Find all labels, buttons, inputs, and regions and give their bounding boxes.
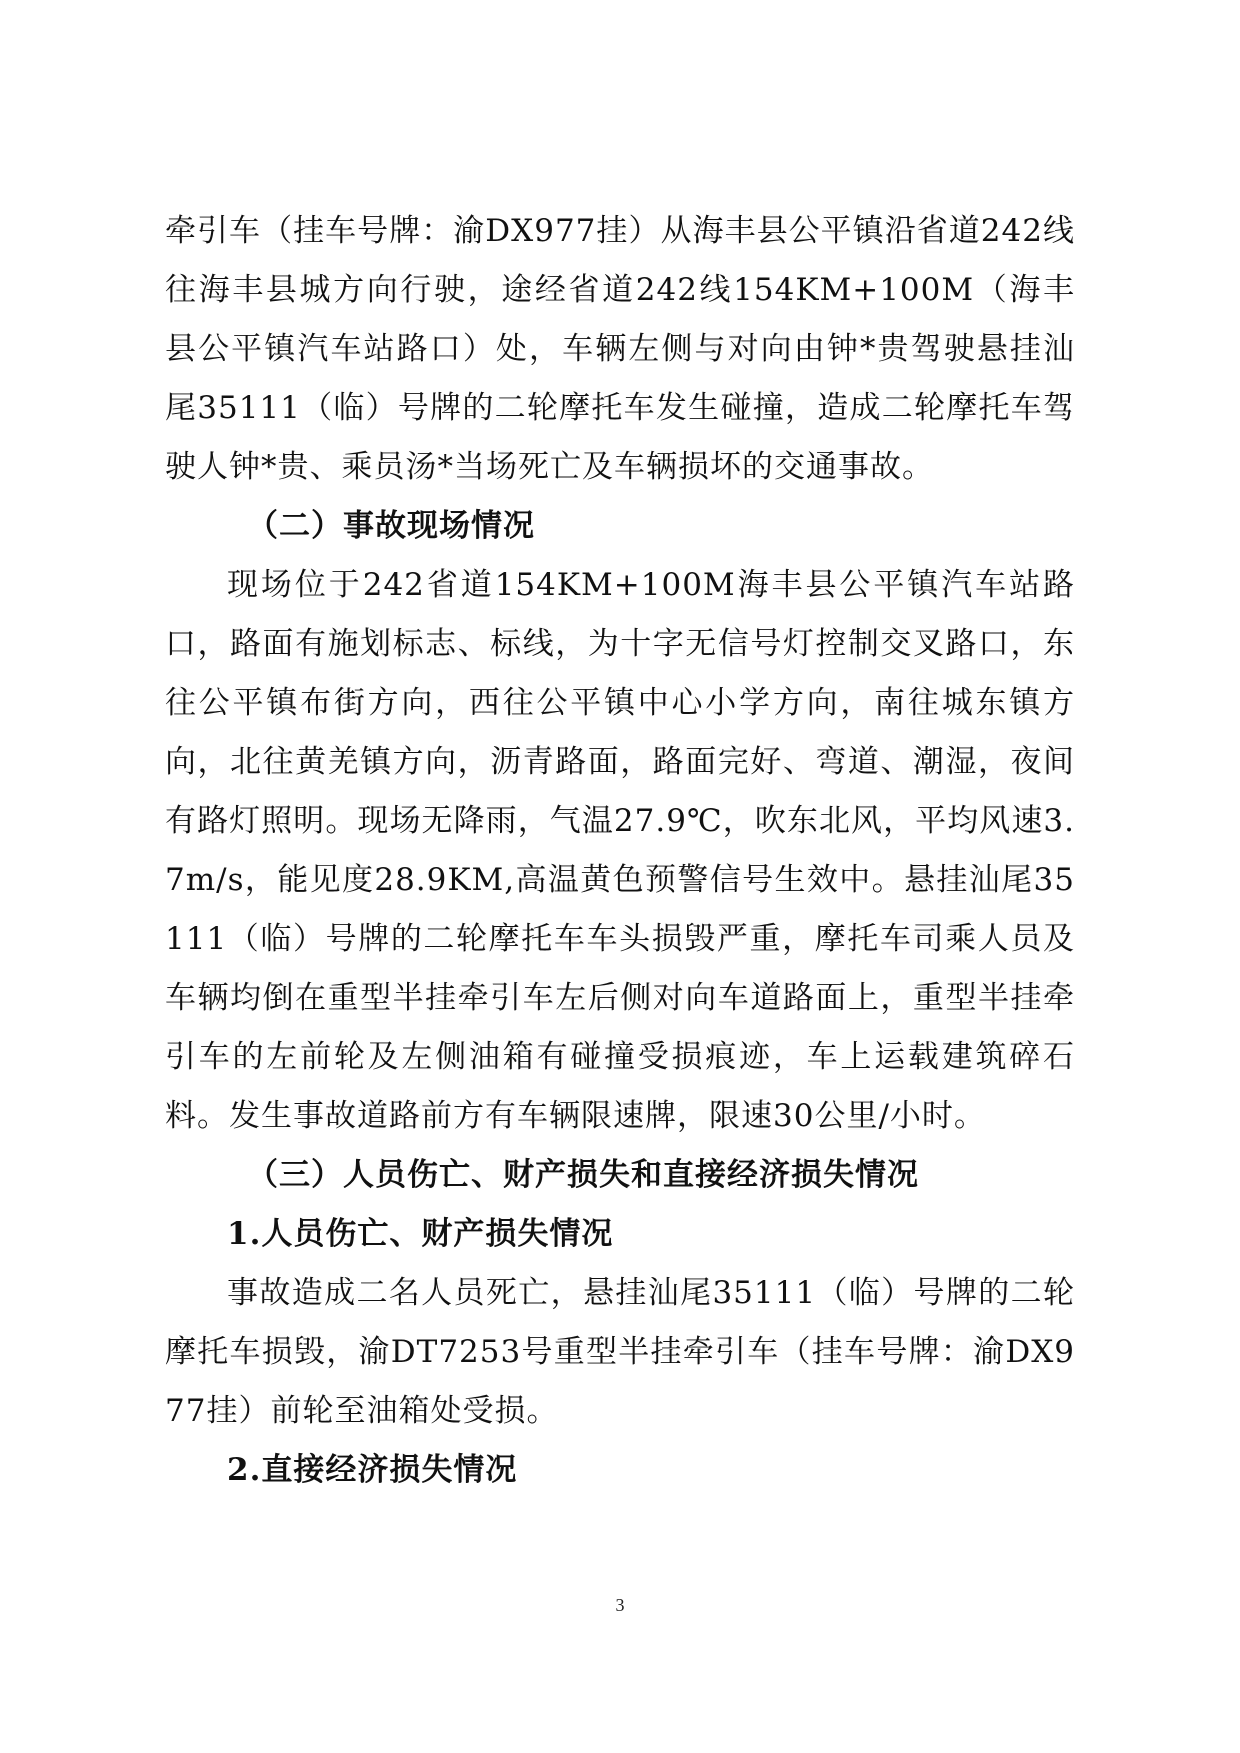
page-number: 3	[615, 1595, 625, 1615]
subsection-heading-economic-loss: 2.直接经济损失情况	[227, 1452, 518, 1488]
paragraph-scene-description: 现场位于242省道154KM+100M海丰县公平镇汽车站路口，路面有施划标志、标线，为十字无信号灯控制交叉路口，东往公平镇布街方向，西往公平镇中心小学方向，南往城东镇方向，北往黄羌镇方向，沥青路面，路面完好、弯道、潮湿，夜间有路灯照明。现场无降雨，气温27.9℃，吹东北风，平均风速3.7m/s，能见度28.9KM,高温黄色预警信号生效中。悬挂汕尾35111（临）号牌的二轮摩托车车头损毁严重，摩托车司乘人员及车辆均倒在重型半挂牵引车左后侧对向车道路面上，重型半挂牵引车的左前轮及左侧油箱有碰撞受损痕迹，车上运载建筑碎石料。发生事故道路前方有车辆限速牌，限速30公里/小时。	[165, 567, 1075, 1134]
paragraph-casualties: 事故造成二名人员死亡，悬挂汕尾35111（临）号牌的二轮摩托车损毁，渝DT7253号重型半挂牵引车（挂车号牌：渝DX977挂）前轮至油箱处受损。	[165, 1275, 1075, 1429]
paragraph-accident-process: 牵引车（挂车号牌：渝DX977挂）从海丰县公平镇沿省道242线往海丰县城方向行驶，途经省道242线154KM+100M（海丰县公平镇汽车站路口）处，车辆左侧与对向由钟*贵驾驶悬挂汕尾35111（临）号牌的二轮摩托车发生碰撞，造成二轮摩托车驾驶人钟*贵、乘员汤*当场死亡及车辆损坏的交通事故。	[165, 213, 1075, 485]
subsection-heading-casualties: 1.人员伤亡、财产损失情况	[227, 1216, 614, 1252]
section-heading-scene: （二）事故现场情况	[247, 508, 535, 544]
document-body	[165, 202, 1075, 1500]
section-heading-casualties-losses: （三）人员伤亡、财产损失和直接经济损失情况	[247, 1157, 919, 1193]
